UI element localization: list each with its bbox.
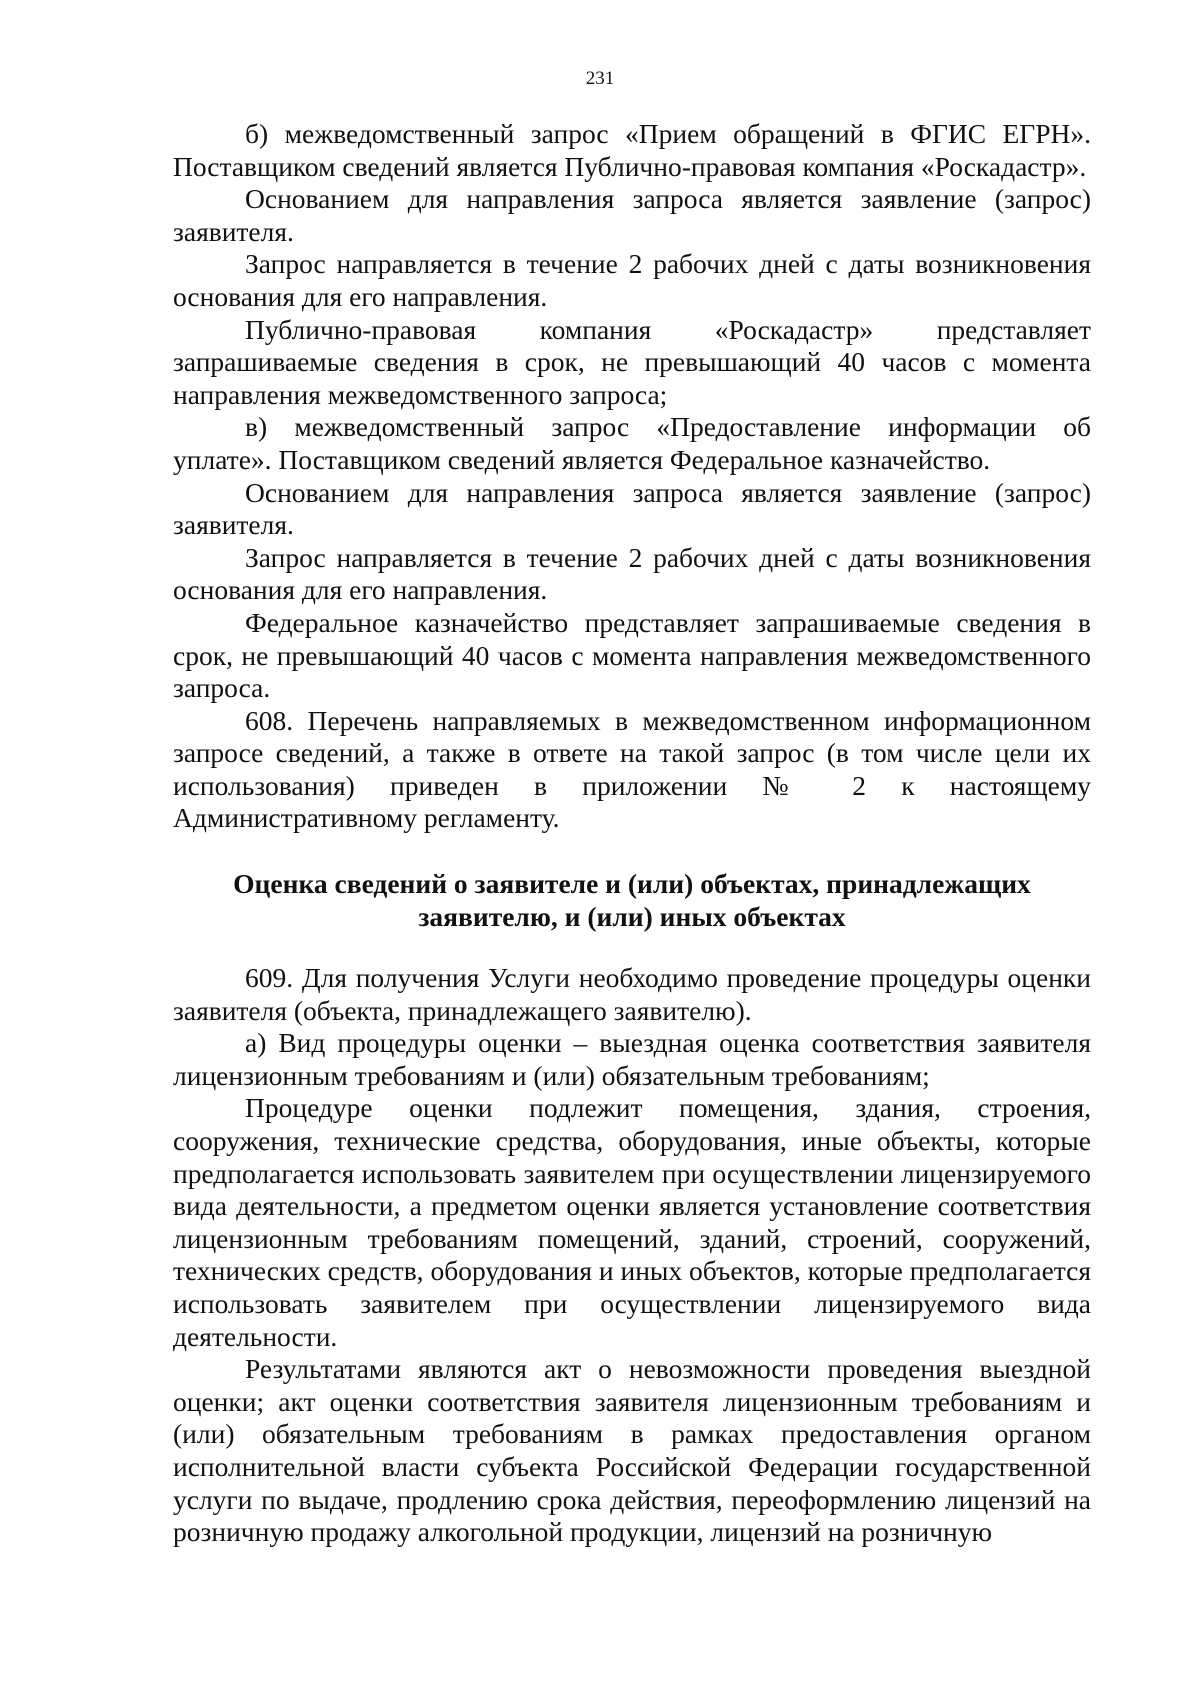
paragraph-a-procedure-type: а) Вид процедуры оценки – выездная оценка соответствия заявителя лицензионным требованиям и (или) обязательным требованиям;: [173, 1027, 1091, 1091]
paragraph-v-payment-request: в) межведомственный запрос «Предоставление информации об уплате». Поставщиком сведений является Федеральное казначейство.: [173, 411, 1091, 475]
paragraph-609: 609. Для получения Услуги необходимо проведение процедуры оценки заявителя (объекта, принадлежащего заявителю).: [173, 962, 1091, 1026]
paragraph-request-timing: Запрос направляется в течение 2 рабочих дней с даты возникновения основания для его направления.: [173, 248, 1091, 312]
paragraph-request-basis: Основанием для направления запроса является заявление (запрос) заявителя.: [173, 183, 1091, 247]
paragraph-treasury-response: Федеральное казначейство представляет запрашиваемые сведения в срок, не превышающий 40 часов с момента направления межведомственного запроса.: [173, 606, 1091, 704]
paragraph-request-timing-2: Запрос направляется в течение 2 рабочих дней с даты возникновения основания для его направления.: [173, 541, 1091, 606]
paragraph-b-egrn-request: б) межведомственный запрос «Прием обращений в ФГИС ЕГРН». Поставщиком сведений является Публично-правовая компания «Роскадастр».: [173, 118, 1091, 182]
document-body: [173, 118, 1091, 1549]
section-heading-line-2: заявителю, и (или) иных объектах: [418, 901, 846, 933]
paragraph-results: Результатами являются акт о невозможности проведения выездной оценки; акт оценки соответствия заявителя лицензионным требованиям и (или) обязательным требованиям в рамках предоставления органом исполнительной власти субъекта Российской Федерации государственной услуги по выдаче, продлению срока действия, переоформлению лицензий на розничную продажу алкогольной продукции, лицензий на розничную: [173, 1353, 1091, 1548]
section-heading: [173, 867, 1091, 933]
paragraph-roskadastr-response: Публично-правовая компания «Роскадастр» представляет запрашиваемые сведения в срок, не превышающий 40 часов с момента направления межведомственного запроса;: [173, 313, 1091, 410]
paragraph-request-basis-2: Основанием для направления запроса является заявление (запрос) заявителя.: [173, 476, 1091, 541]
paragraph-procedure-subject: Процедуре оценки подлежит помещения, здания, строения, сооружения, технические средства, оборудования, иные объекты, которые предполагается использовать заявителем при осуществлении лицензируемого вида деятельности, а предметом оценки является установление соответствия лицензионным требованиям помещений, зданий, строений, сооружений, технических средств, оборудования и иных объектов, которые предполагается использовать заявителем при осуществлении лицензируемого вида деятельности.: [173, 1092, 1091, 1352]
section-heading-line-1: Оценка сведений о заявителе и (или) объектах, принадлежащих: [233, 868, 1031, 900]
page-number: 231: [585, 68, 615, 89]
paragraph-608: 608. Перечень направляемых в межведомственном информационном запросе сведений, а также в ответе на такой запрос (в том числе цели их использования) приведен в приложении № 2 к настоящему Административному регламенту.: [173, 704, 1091, 834]
